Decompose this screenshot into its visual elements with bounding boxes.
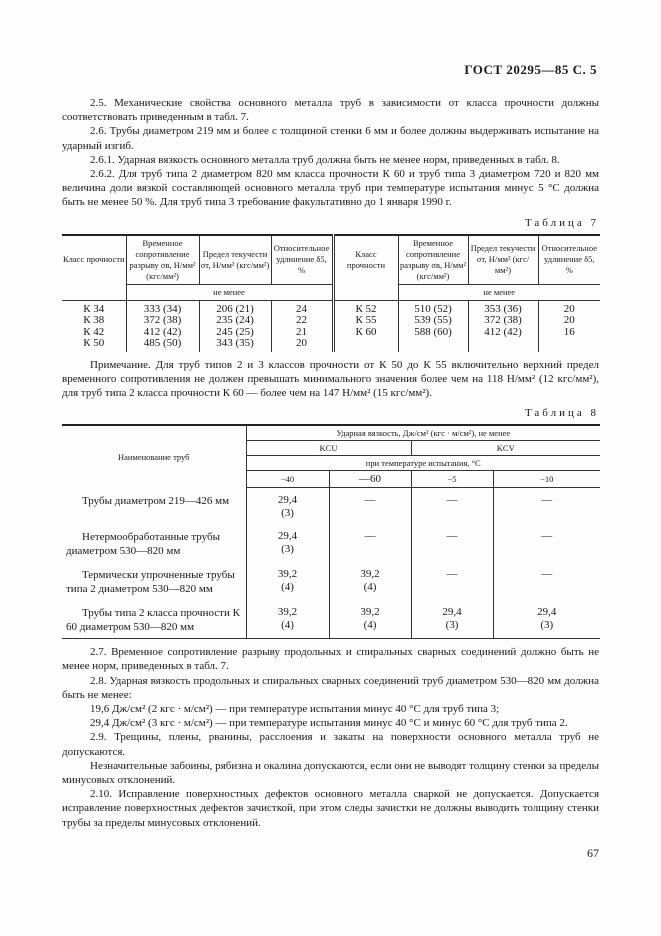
th-temp-value: −5: [411, 471, 493, 488]
cell: 412 (42): [484, 325, 522, 338]
cell: 29,4 (3): [277, 530, 298, 556]
table-8: [62, 424, 600, 639]
cell: К 50: [83, 337, 105, 350]
paragraph: 29,4 Дж/см² (3 кгс · м/см²) — при температуре испытания минус 40 °С и минус 60 °С для труб типа 2.: [90, 717, 568, 730]
paragraph: 2.9. Трещины, плены, рванины, расслоения и закаты на поверхности основного металла труб не допускаются.: [62, 731, 599, 758]
page-number: 67: [587, 845, 599, 860]
th-class: Класс прочности: [333, 235, 398, 285]
th-kcu: KCU: [246, 441, 411, 456]
th-temp-value: −10: [493, 471, 600, 488]
cell: 510 (52): [414, 302, 452, 315]
note-text: Примечание. Для труб типов 2 и 3 классов прочности от К 50 до К 55 включительно верхний предел временного сопротивления не должен превышать минимального значения более чем на 118 Н/мм² (12 кгс/мм²), для труб типа 2 класса прочности К 60 — более чем на 147 Н/мм² (15 кгс/мм²).: [62, 358, 599, 400]
cell: 39,2 (4): [360, 606, 380, 632]
cell: 16: [563, 325, 575, 338]
cell: 24: [296, 302, 307, 315]
page-header: ГОСТ 20295—85 С. 5: [464, 62, 597, 77]
not-less-label: не менее: [126, 284, 333, 300]
cell: —: [541, 530, 553, 543]
th-temp-value: −40: [246, 471, 329, 488]
cell: 39,2 (4): [360, 568, 380, 594]
top-text: [62, 96, 599, 210]
cell: —: [541, 568, 553, 581]
th-tensile: Временное сопротивление разрыву σв, Н/мм² (кгс/мм²): [126, 235, 199, 285]
th-elong: Относительное удлинение δ5, %: [538, 235, 600, 285]
cell: К 60: [355, 325, 377, 338]
cell: 485 (50): [143, 337, 182, 350]
th-impact: Ударная вязкость, Дж/см² (кгс · м/см²), не менее: [246, 425, 600, 441]
th-yield: Предел текучести σт, Н/мм² (кгс/мм²): [468, 235, 538, 285]
th-kcv: KCV: [411, 441, 600, 456]
cell: 588 (60): [414, 325, 452, 338]
th-yield: Предел текучести σт, Н/мм² (кгс/мм²): [199, 235, 271, 285]
paragraph: Незначительные забоины, рябизна и окалина допускаются, если они не выводят толщину стенки за пределы минусовых отклонений.: [62, 759, 599, 787]
table-row: [62, 562, 600, 600]
cell: 20: [563, 314, 575, 327]
cell: К 38: [83, 314, 105, 327]
cell: К 52: [355, 302, 377, 315]
cell: 29,4 (3): [442, 606, 462, 632]
table-row: [62, 488, 600, 525]
cell: 235 (24): [216, 314, 254, 327]
paragraph: 2.8. Ударная вязкость продольных и спиральных сварных соединений труб диаметром 530—820 мм должна быть не менее:: [62, 674, 599, 701]
table8-caption: Таблица 8: [524, 407, 599, 420]
paragraph: 2.10. Исправление поверхностных дефектов основного металла сваркой не допускается. Допускается исправление поверхностных дефектов зачисткой, при этом следы зачистки не должны выводить толщину стенки трубы за пределы минусовых отклонений.: [62, 788, 599, 829]
table7-caption: Таблица 7: [524, 216, 599, 229]
cell: 353 (36): [484, 302, 522, 315]
cell: 22: [296, 314, 307, 327]
th-temp: при температуре испытания, °С: [246, 456, 600, 471]
row-name: Трубы типа 2 класса прочности К 60 диаметром 530—820 мм: [66, 607, 240, 634]
cell: К 34: [83, 302, 105, 315]
paragraph: 2.7. Временное сопротивление разрыву продольных и спиральных сварных соединений должно быть не менее норм, приведенных в табл. 7.: [62, 646, 599, 673]
cell: —: [541, 494, 553, 507]
th-temp-value: —60: [329, 471, 411, 488]
cell: —: [446, 530, 458, 543]
cell: 29,4 (3): [537, 606, 557, 632]
cell: —: [364, 530, 376, 543]
cell: —: [364, 494, 376, 507]
cell: 206 (21): [216, 302, 254, 315]
cell: —: [446, 568, 458, 581]
th-elong: Относительное удлинение δ5, %: [271, 235, 333, 285]
cell: 333 (34): [143, 302, 182, 315]
cell: 372 (38): [143, 314, 182, 327]
paragraph: 19,6 Дж/см² (2 кгс · м/см²) — при температуре испытания минус 40 °С для труб типа 3;: [90, 703, 500, 716]
cell: 343 (35): [216, 337, 254, 350]
bottom-text: [62, 645, 599, 830]
row-name: Трубы диаметром 219—426 мм: [82, 494, 230, 507]
row-name: Нетермообработанные трубы диаметром 530—820 мм: [66, 531, 220, 558]
cell: К 42: [83, 325, 105, 338]
cell: 412 (42): [143, 325, 182, 338]
paragraph: 2.6.2. Для труб типа 2 диаметром 820 мм класса прочности К 60 и труб типа 3 диаметром 720 и 820 мм величина доли вязкой составляющей основного металла труб при температуре испытания минус 5 °С должна быть не менее 50 %. Для труб типа 3 требование факультативно до 1 января 1990 г.: [62, 168, 599, 209]
th-class: Класс прочности: [63, 254, 125, 265]
cell: 29,4 (3): [277, 494, 298, 520]
cell: 20: [296, 337, 307, 350]
not-less-label: не менее: [398, 284, 600, 300]
cell: 539 (55): [414, 314, 452, 327]
cell: К 55: [355, 314, 377, 327]
table-row: [62, 524, 600, 562]
th-tensile: Временное сопротивление разрыву σв, Н/мм² (кгс/мм²): [398, 235, 468, 285]
cell: 20: [563, 302, 575, 315]
paragraph: 2.5. Механические свойства основного металла труб в зависимости от класса прочности должны соответствовать приведенным в табл. 7.: [62, 97, 599, 124]
cell: 21: [296, 325, 307, 338]
paragraph: 2.6.1. Ударная вязкость основного металла труб должна быть не менее норм, приведенных в табл. 8.: [90, 153, 560, 166]
cell: 39,2 (4): [277, 568, 298, 594]
cell: —: [446, 494, 458, 507]
table-7: [62, 234, 600, 352]
th-pipe-name: Наименование труб: [118, 451, 190, 462]
table-row: [62, 600, 600, 639]
table7-note: [62, 358, 599, 401]
cell: 372 (38): [484, 314, 522, 327]
paragraph: 2.6. Трубы диаметром 219 мм и более с толщиной стенки 6 мм и более должны выдерживать испытание на ударный изгиб.: [62, 125, 599, 152]
cell: 39,2 (4): [277, 606, 298, 632]
cell: 245 (25): [216, 325, 254, 338]
row-name: Термически упрочненные трубы типа 2 диаметром 530—820 мм: [66, 569, 235, 596]
